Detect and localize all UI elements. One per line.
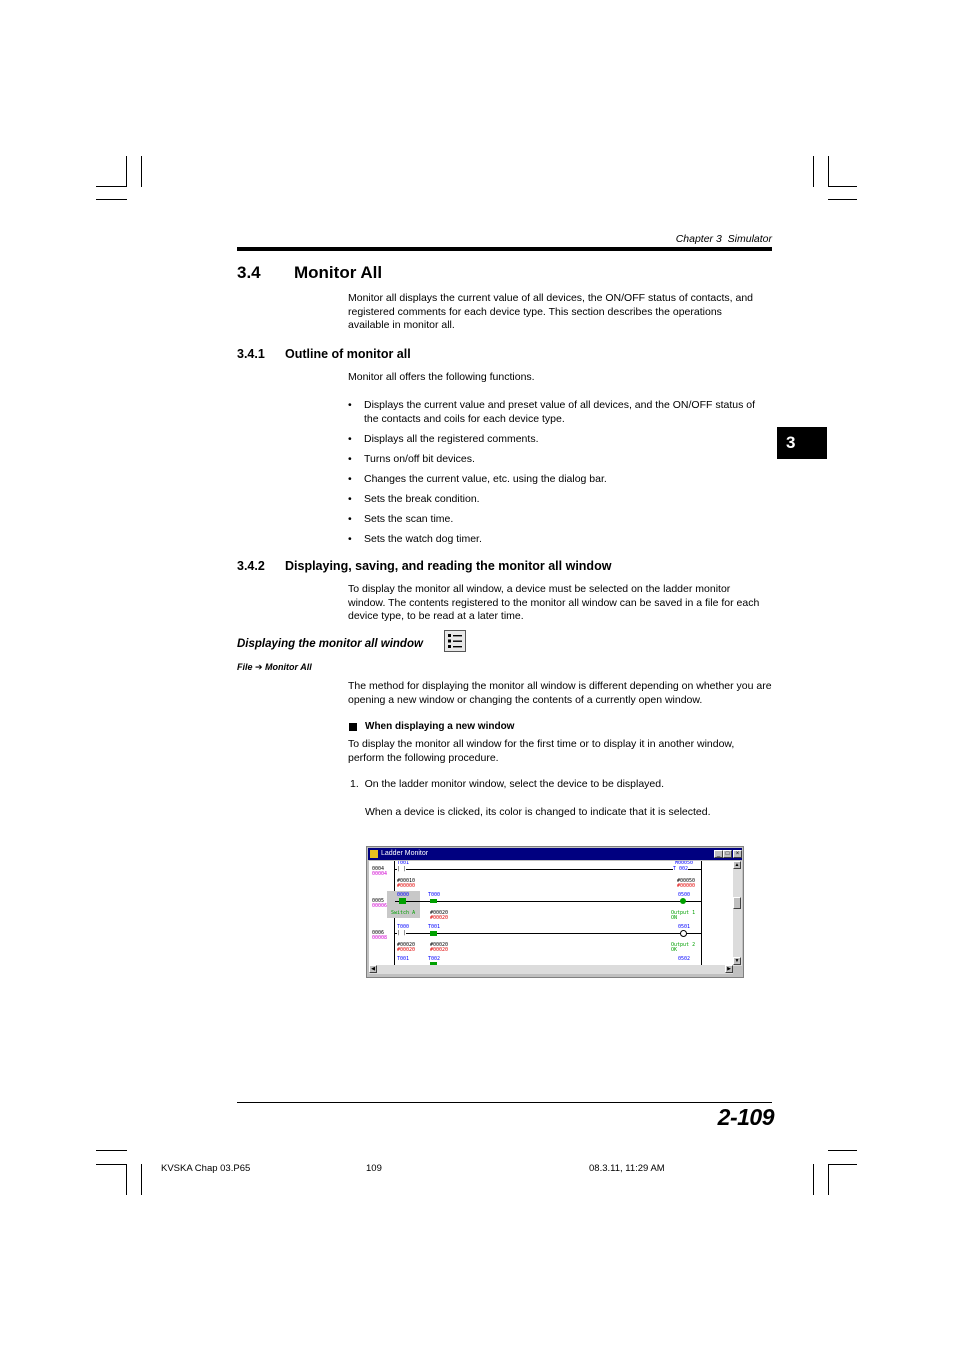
rung-step: 00008 <box>372 935 388 941</box>
coil-off-indicator <box>680 930 687 937</box>
crop-mark <box>96 1164 127 1165</box>
output-device[interactable]: 0502 <box>678 956 691 962</box>
list-item: • Sets the break condition. <box>348 493 768 507</box>
list-item: • Turns on/off bit devices. <box>348 453 768 467</box>
rung-step: 00006 <box>372 903 388 909</box>
contact-device[interactable]: T002 <box>428 956 441 962</box>
contact-device[interactable]: T001 <box>397 861 410 866</box>
display-intro: To display the monitor all window, a device must be selected on the ladder monitor window. The contents registered to the monitor all window can be saved in a file for each device type, to be read at a later time. <box>348 583 760 622</box>
output-device[interactable]: 0501 <box>678 924 691 930</box>
contact-value-current: #00020 <box>430 915 449 921</box>
scroll-thumb[interactable] <box>733 897 741 909</box>
menu-path: File ➔ Monitor All <box>237 662 312 672</box>
monitor-all-list-icon <box>444 630 466 652</box>
ladder-monitor-window <box>366 846 744 978</box>
section-intro: Monitor all displays the current value of all devices, the ON/OFF status of contacts, and registered comments for each device type. This section describes the operations available in monitor all. <box>348 292 754 331</box>
list-item: • Displays all the registered comments. <box>348 433 768 447</box>
crop-mark <box>828 199 857 200</box>
section-title: Monitor All <box>294 263 383 282</box>
output-device[interactable]: 0500 <box>678 892 691 898</box>
section-number: 3.4 <box>237 263 261 282</box>
page-number: 2-109 <box>717 1104 774 1130</box>
vertical-scrollbar[interactable] <box>733 861 742 966</box>
coil-on-indicator <box>680 898 686 904</box>
contact-value: #00020 <box>397 942 416 948</box>
header-rule <box>237 247 772 251</box>
output-value: #00050 <box>677 878 696 884</box>
crop-mark <box>126 156 127 187</box>
subsection-number: 3.4.2 <box>237 559 265 573</box>
subsection-title: Displaying, saving, and reading the monitor all window <box>285 559 612 573</box>
procedure-title: Displaying the monitor all window <box>237 638 423 650</box>
contact-value-current: #00020 <box>430 947 449 953</box>
ladder-diagram[interactable] <box>369 861 733 965</box>
crop-mark <box>828 186 857 187</box>
contact-on-indicator <box>399 898 406 904</box>
crop-mark <box>96 186 127 187</box>
new-window-heading: When displaying a new window <box>365 721 515 732</box>
crop-mark <box>828 1164 829 1195</box>
contact-symbol: | | <box>397 866 407 872</box>
crop-mark <box>141 1164 142 1195</box>
print-page: 109 <box>366 1163 382 1174</box>
crop-mark <box>828 1150 857 1151</box>
crop-mark <box>828 156 829 187</box>
procedure-paragraph: To display the monitor all window for the first time or to display it in another window, perform the following procedure. <box>348 738 735 764</box>
subsection-title: Outline of monitor all <box>285 347 411 361</box>
rung-number: 0006 <box>372 930 385 936</box>
output-comment-2: ON <box>671 915 678 921</box>
contact-on-indicator <box>430 899 437 903</box>
contact-value: #00020 <box>430 942 449 948</box>
function-list <box>348 399 768 553</box>
scroll-right-arrow-icon[interactable]: ▶ <box>725 965 733 973</box>
scroll-down-arrow-icon[interactable]: ▼ <box>734 958 740 964</box>
running-header: Chapter 3 Simulator <box>675 233 772 245</box>
contact-device[interactable]: 0000 <box>397 892 410 898</box>
list-item: • Sets the watch dog timer. <box>348 533 768 547</box>
crop-mark <box>141 156 142 187</box>
app-icon <box>370 850 378 858</box>
output-comment: Output 1 <box>671 910 696 916</box>
list-item: • Displays the current value and preset value of all devices, and the ON/OFF status of the contacts and coils for each device type. <box>348 399 768 426</box>
window-title: Ladder Monitor <box>381 850 429 857</box>
right-power-rail <box>701 861 702 965</box>
contact-symbol: | | <box>397 930 407 936</box>
window-title-bar <box>368 848 742 860</box>
contact-value: #00010 <box>397 878 416 884</box>
crop-mark <box>813 1164 814 1195</box>
contact-device[interactable]: T001 <box>428 924 441 930</box>
rung-step: 00004 <box>372 871 388 877</box>
rung-number: 0005 <box>372 898 385 904</box>
contact-value-current: #00000 <box>397 883 416 889</box>
contact-device[interactable]: T000 <box>397 924 410 930</box>
scroll-left-arrow-icon[interactable]: ◀ <box>369 965 377 973</box>
rung-line <box>395 901 701 902</box>
maximize-button[interactable]: □ <box>723 850 732 858</box>
footer-rule <box>237 1102 772 1103</box>
output-type: T 002 <box>673 866 689 872</box>
subsection-number: 3.4.1 <box>237 347 265 361</box>
contact-device[interactable]: T000 <box>428 892 441 898</box>
step-1: 1. On the ladder monitor window, select the device to be displayed. <box>350 778 665 790</box>
contact-value: #00020 <box>430 910 449 916</box>
square-bullet-icon <box>349 723 357 731</box>
rung-number: 0004 <box>372 866 385 872</box>
list-item: • Changes the current value, etc. using the dialog bar. <box>348 473 768 487</box>
print-datetime: 08.3.11, 11:29 AM <box>589 1163 665 1174</box>
crop-mark <box>96 199 127 200</box>
minimize-button[interactable]: _ <box>714 850 723 858</box>
contact-device[interactable]: T001 <box>397 956 410 962</box>
method-paragraph: The method for displaying the monitor all window is different depending on whether you are opening a new window or changing the contents of a currently open window. <box>348 680 772 706</box>
contact-comment: Switch A <box>391 910 416 916</box>
chapter-tab: 3 <box>777 427 827 459</box>
rung-line <box>395 930 701 936</box>
crop-mark <box>828 1164 857 1165</box>
crop-mark <box>813 156 814 187</box>
outline-lead: Monitor all offers the following functions. <box>348 371 535 383</box>
close-button[interactable]: × <box>733 850 742 858</box>
crop-mark <box>96 1150 127 1151</box>
output-comment: Output 2 <box>671 942 696 948</box>
output-device[interactable]: M00050 <box>675 861 694 866</box>
list-item: • Sets the scan time. <box>348 513 768 527</box>
horizontal-scrollbar[interactable] <box>369 965 733 974</box>
contact-value-current: #00020 <box>397 947 416 953</box>
scroll-up-arrow-icon[interactable]: ▲ <box>734 862 740 868</box>
print-file-name: KVSKA Chap 03.P65 <box>161 1163 251 1174</box>
step-1-note: When a device is clicked, its color is changed to indicate that it is selected. <box>365 806 711 818</box>
contact-on-indicator <box>430 931 437 936</box>
output-comment-2: OK <box>671 947 678 953</box>
output-value-current: #00000 <box>677 883 696 889</box>
crop-mark <box>126 1164 127 1195</box>
